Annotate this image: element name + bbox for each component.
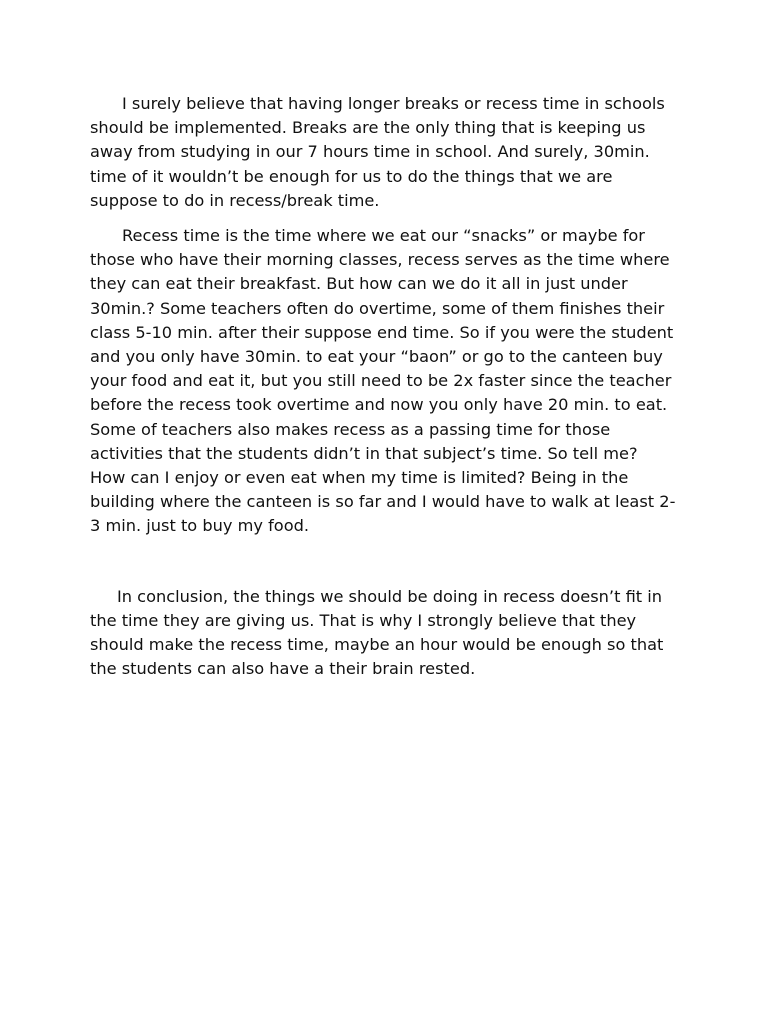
paragraph-conclusion: In conclusion, the things we should be doing in recess doesn’t fit in the time they are giving us. That is why I strongly believe that they should make the recess time, maybe an hour would be enough so that the students can also have a their brain rested. (90, 586, 664, 679)
paragraph-intro: I surely believe that having longer breaks or recess time in schools should be implemented. Breaks are the only thing that is keeping us away from studying in our 7 hours time in school. And surely, 30min. time of it wouldn’t be enough for us to do the things that we are suppose to do in recess/break time. (90, 94, 665, 210)
paragraph-body: Recess time is the time where we eat our “snacks” or maybe for those who have their morning classes, recess serves as the time where they can eat their breakfast. But how can we do it all in just under 30min.? Some teachers often do overtime, some of them finishes their class 5-10 min. after their suppose end time. So if you were the student and you only have 30min. to eat your “baon” or go to the canteen buy your food and eat it, but you still need to be 2x faster since the teacher before the recess took overtime and now you only have 20 min. to eat. Some of teachers also makes recess as a passing time for those activities that the students didn’t in that subject’s time. So tell me? How can I enjoy or even eat when my time is limited? Being in the building where the canteen is so far and I would have to walk at least 2-3 min. just to buy my food. (90, 226, 676, 536)
essay-body (90, 92, 676, 681)
